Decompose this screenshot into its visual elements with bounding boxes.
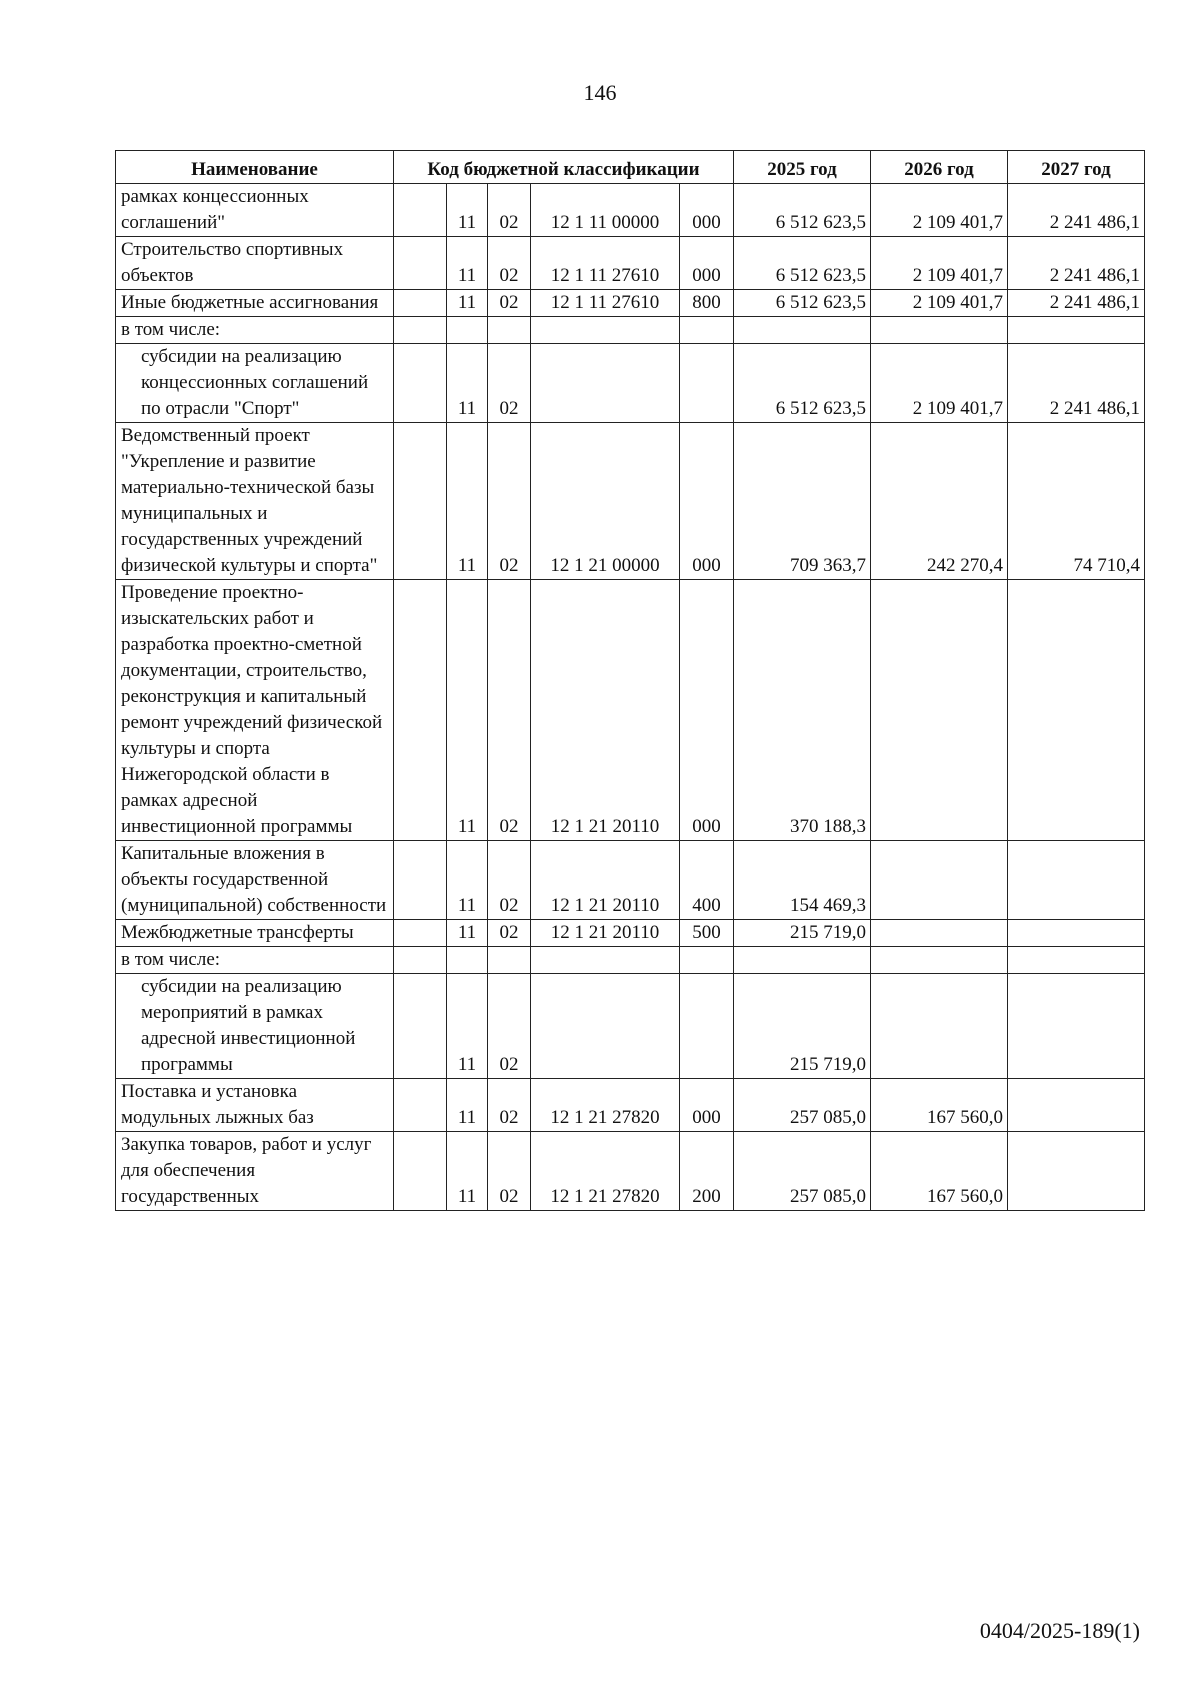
table-row xyxy=(116,344,1145,423)
row-name: Поставка и установка модульных лыжных баз xyxy=(116,1079,394,1132)
row-section xyxy=(447,317,488,344)
row-2026: 167 560,0 xyxy=(871,1079,1008,1132)
row-2025: 6 512 623,5 xyxy=(734,344,871,423)
row-2027 xyxy=(1008,974,1145,1079)
row-2025: 215 719,0 xyxy=(734,920,871,947)
row-article xyxy=(531,974,680,1079)
row-section: 11 xyxy=(447,1132,488,1211)
row-expense-type xyxy=(680,974,734,1079)
row-expense-type xyxy=(680,317,734,344)
header-2027: 2027 год xyxy=(1008,151,1145,184)
header-code: Код бюджетной классификации xyxy=(394,151,734,184)
row-2026 xyxy=(871,841,1008,920)
table-row xyxy=(116,237,1145,290)
row-ministry xyxy=(394,974,447,1079)
row-section: 11 xyxy=(447,974,488,1079)
row-section: 11 xyxy=(447,237,488,290)
table-row xyxy=(116,423,1145,580)
row-2027: 2 241 486,1 xyxy=(1008,184,1145,237)
row-2025: 257 085,0 xyxy=(734,1079,871,1132)
row-expense-type: 000 xyxy=(680,1079,734,1132)
table-row xyxy=(116,1079,1145,1132)
row-2026: 2 109 401,7 xyxy=(871,184,1008,237)
row-ministry xyxy=(394,1132,447,1211)
row-subsection: 02 xyxy=(488,290,531,317)
row-2025: 154 469,3 xyxy=(734,841,871,920)
row-article xyxy=(531,947,680,974)
row-article: 12 1 21 20110 xyxy=(531,920,680,947)
row-subsection xyxy=(488,947,531,974)
row-subsection: 02 xyxy=(488,344,531,423)
row-expense-type: 800 xyxy=(680,290,734,317)
row-ministry xyxy=(394,184,447,237)
row-subsection: 02 xyxy=(488,423,531,580)
table-row xyxy=(116,974,1145,1079)
row-ministry xyxy=(394,344,447,423)
row-ministry xyxy=(394,1079,447,1132)
row-name: Закупка товаров, работ и услуг для обеспечения государственных xyxy=(116,1132,394,1211)
row-section: 11 xyxy=(447,184,488,237)
row-subsection: 02 xyxy=(488,920,531,947)
row-expense-type: 500 xyxy=(680,920,734,947)
row-subsection xyxy=(488,317,531,344)
row-name: Капитальные вложения в объекты государственной (муниципальной) собственности xyxy=(116,841,394,920)
row-name: в том числе: xyxy=(116,947,394,974)
row-name: Иные бюджетные ассигнования xyxy=(116,290,394,317)
row-ministry xyxy=(394,947,447,974)
row-ministry xyxy=(394,237,447,290)
row-section: 11 xyxy=(447,290,488,317)
row-expense-type xyxy=(680,947,734,974)
row-ministry xyxy=(394,317,447,344)
table-row xyxy=(116,947,1145,974)
row-2027: 2 241 486,1 xyxy=(1008,290,1145,317)
row-2027 xyxy=(1008,920,1145,947)
row-2027 xyxy=(1008,317,1145,344)
row-2027 xyxy=(1008,841,1145,920)
row-2027: 2 241 486,1 xyxy=(1008,344,1145,423)
row-subsection: 02 xyxy=(488,841,531,920)
row-article: 12 1 21 20110 xyxy=(531,841,680,920)
row-name: Межбюджетные трансферты xyxy=(116,920,394,947)
header-name: Наименование xyxy=(116,151,394,184)
row-2026: 2 109 401,7 xyxy=(871,237,1008,290)
row-section: 11 xyxy=(447,344,488,423)
row-section: 11 xyxy=(447,841,488,920)
table-row xyxy=(116,841,1145,920)
row-2025: 6 512 623,5 xyxy=(734,237,871,290)
row-2026 xyxy=(871,317,1008,344)
row-section: 11 xyxy=(447,920,488,947)
row-article: 12 1 21 27820 xyxy=(531,1132,680,1211)
row-2027: 74 710,4 xyxy=(1008,423,1145,580)
row-name: в том числе: xyxy=(116,317,394,344)
table-row xyxy=(116,920,1145,947)
row-2026: 242 270,4 xyxy=(871,423,1008,580)
row-name: Ведомственный проект "Укрепление и развитие материально-технической базы муниципальных и государственных учреждений физической культуры и спорта" xyxy=(116,423,394,580)
row-ministry xyxy=(394,423,447,580)
row-2025: 370 188,3 xyxy=(734,580,871,841)
row-subsection: 02 xyxy=(488,184,531,237)
row-2025: 709 363,7 xyxy=(734,423,871,580)
row-name: субсидии на реализацию мероприятий в рамках адресной инвестиционной программы xyxy=(116,974,394,1079)
row-ministry xyxy=(394,841,447,920)
row-article: 12 1 21 20110 xyxy=(531,580,680,841)
row-section xyxy=(447,947,488,974)
row-expense-type: 200 xyxy=(680,1132,734,1211)
table-row xyxy=(116,184,1145,237)
row-article xyxy=(531,317,680,344)
row-2026 xyxy=(871,580,1008,841)
row-subsection: 02 xyxy=(488,580,531,841)
row-expense-type: 000 xyxy=(680,237,734,290)
row-section: 11 xyxy=(447,1079,488,1132)
row-article: 12 1 21 00000 xyxy=(531,423,680,580)
row-2025: 6 512 623,5 xyxy=(734,290,871,317)
row-name: Строительство спортивных объектов xyxy=(116,237,394,290)
row-2026: 167 560,0 xyxy=(871,1132,1008,1211)
row-2027 xyxy=(1008,1079,1145,1132)
row-2026: 2 109 401,7 xyxy=(871,344,1008,423)
document-code: 0404/2025-189(1) xyxy=(979,1618,1140,1643)
row-ministry xyxy=(394,920,447,947)
row-2026 xyxy=(871,920,1008,947)
row-2027: 2 241 486,1 xyxy=(1008,237,1145,290)
row-2025: 6 512 623,5 xyxy=(734,184,871,237)
row-expense-type: 000 xyxy=(680,184,734,237)
row-name: Проведение проектно-изыскательских работ и разработка проектно-сметной документации, строительство, реконструкция и капитальный ремонт учреждений физической культуры и спорта Нижегородской области в рамках адресной инвестиционной программы xyxy=(116,580,394,841)
row-2025 xyxy=(734,317,871,344)
table-row xyxy=(116,317,1145,344)
row-article: 12 1 11 27610 xyxy=(531,237,680,290)
row-subsection: 02 xyxy=(488,1132,531,1211)
row-expense-type: 000 xyxy=(680,580,734,841)
budget-table xyxy=(115,150,1145,1211)
row-2026: 2 109 401,7 xyxy=(871,290,1008,317)
table-row xyxy=(116,290,1145,317)
row-2025: 257 085,0 xyxy=(734,1132,871,1211)
row-article: 12 1 21 27820 xyxy=(531,1079,680,1132)
row-ministry xyxy=(394,580,447,841)
table-row xyxy=(116,1132,1145,1211)
row-section: 11 xyxy=(447,580,488,841)
row-ministry xyxy=(394,290,447,317)
row-name: субсидии на реализацию концессионных соглашений по отрасли "Спорт" xyxy=(116,344,394,423)
table-row xyxy=(116,580,1145,841)
row-name: рамках концессионных соглашений" xyxy=(116,184,394,237)
row-subsection: 02 xyxy=(488,1079,531,1132)
row-2026 xyxy=(871,947,1008,974)
row-2027 xyxy=(1008,580,1145,841)
row-expense-type: 400 xyxy=(680,841,734,920)
row-2025: 215 719,0 xyxy=(734,974,871,1079)
page-number: 146 xyxy=(583,80,617,105)
row-2027 xyxy=(1008,947,1145,974)
row-article xyxy=(531,344,680,423)
row-subsection: 02 xyxy=(488,974,531,1079)
row-expense-type: 000 xyxy=(680,423,734,580)
row-section: 11 xyxy=(447,423,488,580)
row-article: 12 1 11 27610 xyxy=(531,290,680,317)
header-2026: 2026 год xyxy=(871,151,1008,184)
row-article: 12 1 11 00000 xyxy=(531,184,680,237)
header-2025: 2025 год xyxy=(734,151,871,184)
table-header-row xyxy=(116,151,1145,184)
row-expense-type xyxy=(680,344,734,423)
row-2026 xyxy=(871,974,1008,1079)
row-subsection: 02 xyxy=(488,237,531,290)
row-2027 xyxy=(1008,1132,1145,1211)
row-2025 xyxy=(734,947,871,974)
